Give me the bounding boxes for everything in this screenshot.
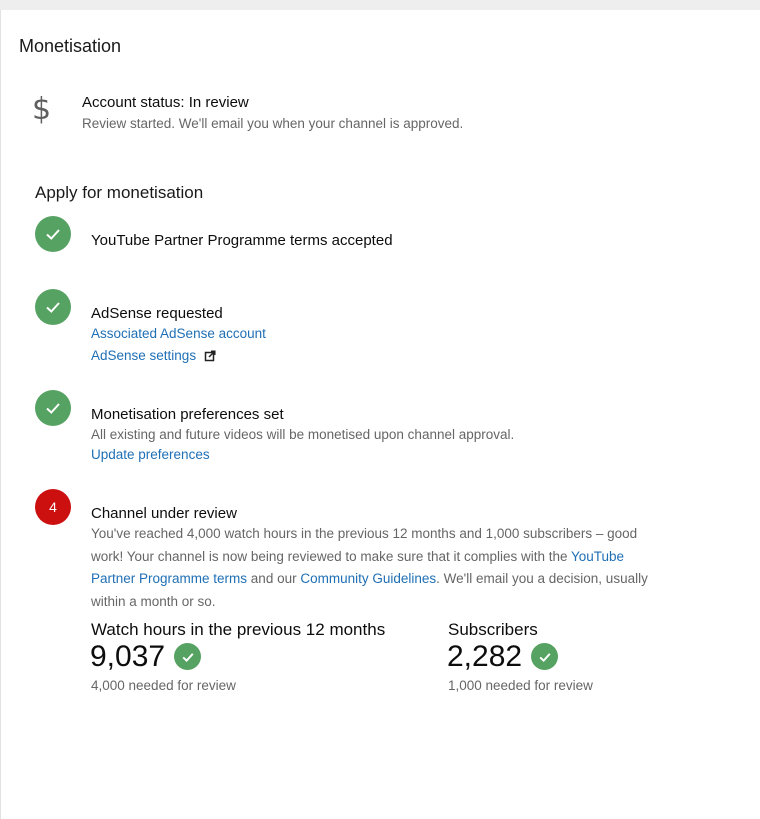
partner-terms-link[interactable]: YouTube Partner Programme terms [91, 548, 625, 586]
step-review-title: Channel under review [91, 505, 237, 522]
watch-hours-value: 9,037 [90, 640, 166, 673]
step-preferences-description: All existing and future videos will be monetised upon channel approval. [91, 427, 515, 442]
page-title: Monetisation [19, 36, 122, 56]
adsense-settings-label[interactable]: AdSense settings [91, 348, 197, 363]
review-text-after: . We'll email you a decision, usually within a month or so. [91, 571, 648, 609]
check-icon [35, 216, 71, 252]
step-terms-title: YouTube Partner Programme terms accepted [91, 232, 393, 249]
step-preferences-title: Monetisation preferences set [91, 406, 284, 423]
review-text-before: You've reached 4,000 watch hours in the previous 12 months and 1,000 subscribers – good work! Your channel is now being reviewed to make sure that it complies with the [91, 526, 638, 564]
dollar-icon: $ [32, 92, 52, 127]
external-link-icon [204, 350, 216, 365]
community-guidelines-link[interactable]: Community Guidelines [300, 571, 437, 586]
check-icon [35, 289, 71, 325]
account-status-title: Account status: In review [82, 94, 249, 111]
adsense-settings-link[interactable] [91, 348, 216, 365]
step-number-badge: 4 [35, 489, 71, 525]
associated-adsense-link[interactable]: Associated AdSense account [91, 326, 266, 341]
monetisation-card [0, 10, 760, 819]
check-icon [531, 643, 558, 670]
check-icon [174, 643, 201, 670]
watch-hours-note: 4,000 needed for review [91, 678, 236, 693]
step-adsense-title: AdSense requested [91, 305, 223, 322]
review-text-middle: and our [247, 571, 301, 586]
update-preferences-link[interactable]: Update preferences [91, 447, 210, 462]
section-title: Apply for monetisation [35, 183, 204, 202]
subscribers-value: 2,282 [447, 640, 523, 673]
account-status-subtitle: Review started. We'll email you when your channel is approved. [82, 116, 464, 131]
watch-hours-label: Watch hours in the previous 12 months [91, 620, 386, 639]
check-icon [35, 390, 71, 426]
subscribers-label: Subscribers [448, 620, 538, 639]
step-review-description [91, 523, 651, 613]
subscribers-note: 1,000 needed for review [448, 678, 593, 693]
